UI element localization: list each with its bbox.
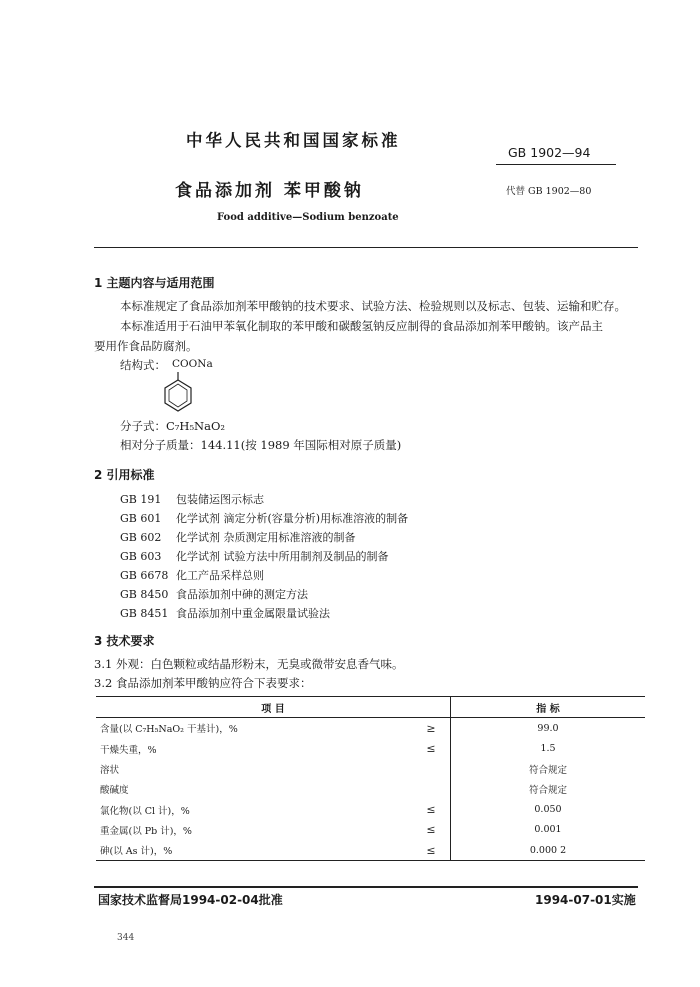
standard-category-title: 中华人民共和国国家标准: [186, 131, 401, 150]
row-item: 砷(以 As 计)，%: [96, 840, 412, 861]
header-rule: [496, 164, 616, 165]
section-1-heading: 1 主题内容与适用范围: [94, 276, 215, 290]
footer-rule: [94, 886, 638, 888]
standard-title: 食品添加剂中砷的测定方法: [176, 588, 308, 601]
standard-title: 包装储运图示标志: [176, 493, 264, 506]
document-title: 食品添加剂 苯甲酸钠: [175, 181, 364, 201]
table-row: [96, 739, 645, 759]
row-symbol: ≤: [426, 803, 436, 817]
page-number: 344: [117, 933, 135, 943]
section-1-para-1: 本标准规定了食品添加剂苯甲酸钠的技术要求、试验方法、检验规则以及标志、包装、运输和贮存。: [120, 299, 626, 313]
standard-title: 化工产品采样总则: [176, 569, 264, 582]
clause-3-1: 3.1 外观：白色颗粒或结晶形粉末，无臭或微带安息香气味。: [94, 657, 404, 671]
standard-code: GB 602: [120, 531, 162, 544]
standard-title: 化学试剂 杂质测定用标准溶液的制备: [176, 531, 356, 544]
row-symbol: [412, 779, 451, 799]
section-2-heading: 2 引用标准: [94, 468, 155, 482]
column-header-item: 项 目: [96, 697, 451, 718]
table-row: [96, 820, 645, 840]
row-value: 1.5: [451, 739, 646, 759]
standard-title: 化学试剂 试验方法中所用制剂及制品的制备: [176, 550, 389, 563]
table-row: [96, 799, 645, 819]
row-value: 符合规定: [451, 759, 646, 779]
row-symbol: ≥: [426, 721, 436, 735]
clause-3-2: 3.2 食品添加剂苯甲酸钠应符合下表要求：: [94, 676, 312, 690]
standard-code: GB 8450: [120, 588, 169, 601]
table-row: [96, 779, 645, 799]
row-value: 符合规定: [451, 779, 646, 799]
standard-code: GB 6678: [120, 569, 169, 582]
row-symbol: ≤: [412, 840, 451, 861]
row-value: 0.000 2: [451, 840, 646, 861]
table-row: [96, 759, 645, 779]
molecular-mass: 相对分子质量：144.11(按 1989 年国际相对原子质量): [120, 438, 402, 452]
standard-number: GB 1902—94: [508, 145, 591, 160]
standard-title: 食品添加剂中重金属限量试验法: [176, 607, 330, 620]
row-item: 干燥失重，%: [100, 744, 157, 756]
section-1-para-2: 本标准适用于石油甲苯氧化制取的苯甲酸和碳酸氢钠反应制得的食品添加剂苯甲酸钠。该产品主: [120, 319, 603, 333]
table-row: [96, 718, 645, 739]
molecular-formula: [120, 417, 225, 436]
standard-code: GB 603: [120, 550, 162, 563]
english-title: Food additive—Sodium benzoate: [217, 212, 399, 223]
requirements-table: [96, 696, 645, 861]
table-row: [96, 840, 645, 861]
column-header-spec: 指 标: [451, 697, 646, 718]
row-item: 含量(以 C₇H₅NaO₂ 干基计)，%: [100, 724, 238, 736]
formula-value: C₇H₅NaO₂: [166, 419, 226, 433]
list-item: [120, 547, 408, 566]
standard-code: GB 8451: [120, 607, 169, 620]
row-symbol: [412, 759, 451, 779]
list-item: [120, 509, 408, 528]
row-item: 氯化物(以 Cl 计)，%: [100, 805, 190, 817]
row-item: 重金属(以 Pb 计)，%: [100, 825, 192, 837]
approval-note: 国家技术监督局1994-02-04批准: [98, 893, 283, 907]
title-divider: [94, 247, 638, 248]
list-item: [120, 566, 408, 585]
structure-group-label: COONa: [172, 358, 213, 370]
formula-label: 分子式：: [120, 419, 166, 433]
row-value: 0.050: [451, 799, 646, 819]
row-value: 0.001: [451, 820, 646, 840]
section-3-heading: 3 技术要求: [94, 634, 155, 648]
list-item: [120, 604, 408, 623]
standard-code: GB 191: [120, 493, 162, 506]
standard-title: 化学试剂 滴定分析(容量分析)用标准溶液的制备: [176, 512, 409, 525]
list-item: [120, 528, 408, 547]
list-item: [120, 490, 408, 509]
row-value: 99.0: [451, 718, 646, 739]
effective-date: 1994-07-01实施: [535, 893, 636, 907]
replaces-standard: 代替 GB 1902—80: [506, 186, 592, 197]
row-symbol: ≤: [426, 823, 436, 837]
section-1-para-2-cont: 要用作食品防腐剂。: [94, 339, 198, 353]
list-item: [120, 585, 408, 604]
table-header-row: [96, 697, 645, 718]
row-item: 酸碱度: [100, 785, 129, 797]
benzene-ring-structure: [160, 372, 196, 418]
row-symbol: ≤: [426, 742, 436, 756]
standard-code: GB 601: [120, 512, 162, 525]
structure-label: 结构式：: [120, 358, 166, 372]
row-item: 溶状: [100, 765, 120, 777]
referenced-standards-list: [120, 490, 408, 623]
